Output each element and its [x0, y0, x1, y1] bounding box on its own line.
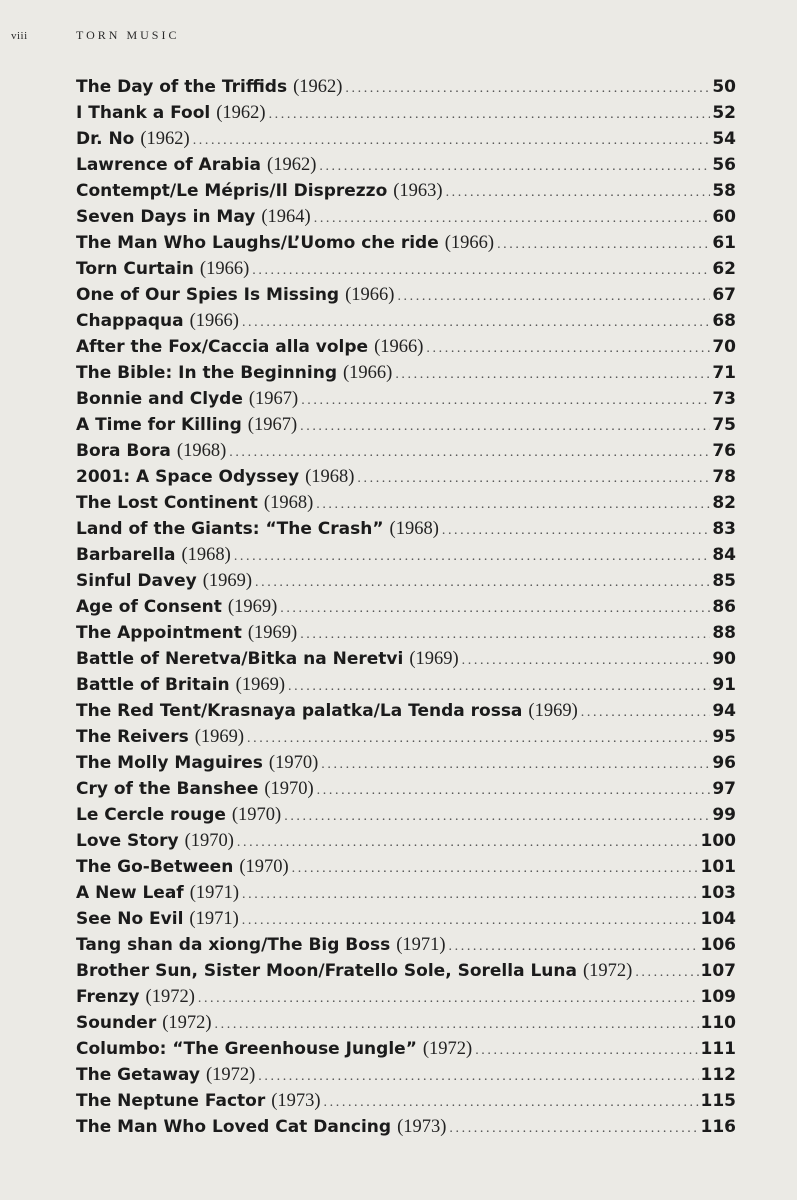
- entry-page-number: 107: [700, 961, 736, 981]
- entry-year: (1970): [231, 805, 282, 825]
- entry-year: (1964): [261, 207, 311, 227]
- entry-title: Cry of the Banshee: [76, 779, 259, 799]
- entry-year: (1970): [268, 753, 319, 773]
- entry-year: (1963): [393, 181, 443, 201]
- dot-leader: [426, 336, 710, 362]
- entry-title: Bora Bora: [76, 441, 171, 461]
- entry-page-number: 76: [712, 441, 736, 461]
- dot-leader: [462, 648, 711, 674]
- toc-entry: [76, 828, 736, 854]
- toc-entry: [76, 594, 736, 620]
- dot-leader: [215, 1012, 699, 1038]
- entry-year: (1966): [444, 233, 495, 253]
- entry-title: The Appointment: [76, 623, 242, 643]
- entry-page-number: 67: [712, 285, 736, 305]
- entry-page-number: 85: [712, 571, 736, 591]
- toc-entry: [76, 1036, 736, 1062]
- entry-year: (1962): [267, 155, 317, 175]
- toc-entry: [76, 880, 736, 906]
- dot-leader: [284, 804, 710, 830]
- entry-year: (1970): [184, 831, 234, 851]
- entry-title: The Lost Continent: [76, 493, 258, 513]
- entry-title: The Day of the Triffids: [76, 77, 288, 97]
- dot-leader: [395, 362, 710, 388]
- entry-year: (1969): [247, 623, 298, 643]
- entry-page-number: 52: [712, 103, 736, 123]
- toc-entry: [76, 672, 736, 698]
- entry-year: (1969): [528, 701, 578, 721]
- entry-year: (1962): [216, 103, 266, 123]
- toc-entry: [76, 178, 736, 204]
- entry-year: (1966): [343, 363, 393, 383]
- entry-year: (1968): [181, 545, 231, 565]
- entry-year: (1968): [305, 467, 355, 487]
- table-of-contents: [76, 74, 736, 1140]
- toc-entry: [76, 1088, 736, 1114]
- entry-title: The Getaway: [76, 1065, 200, 1085]
- dot-leader: [252, 258, 710, 284]
- dot-leader: [345, 76, 710, 102]
- toc-entry: [76, 854, 736, 880]
- dot-leader: [258, 1064, 698, 1090]
- dot-leader: [247, 726, 710, 752]
- entry-year: (1966): [374, 337, 424, 357]
- entry-year: (1962): [293, 77, 343, 97]
- dot-leader: [193, 128, 711, 154]
- entry-title: After the Fox/Caccia alla volpe: [76, 337, 369, 357]
- entry-title: Le Cercle rouge: [76, 805, 226, 825]
- toc-entry: [76, 230, 736, 256]
- toc-entry: [76, 802, 736, 828]
- toc-entry: [76, 568, 736, 594]
- entry-title: 2001: A Space Odyssey: [76, 467, 300, 487]
- entry-title: The Molly Maguires: [76, 753, 263, 773]
- entry-year: (1967): [247, 415, 298, 435]
- dot-leader: [292, 856, 699, 882]
- entry-title: The Red Tent/Krasnaya palatka/La Tenda rossa: [76, 701, 523, 721]
- toc-entry: [76, 256, 736, 282]
- entry-page-number: 68: [712, 311, 736, 331]
- entry-page-number: 86: [712, 597, 736, 617]
- entry-title: Chappaqua: [76, 311, 184, 331]
- entry-title: Battle of Britain: [76, 675, 230, 695]
- dot-leader: [229, 440, 710, 466]
- entry-title: The Man Who Loved Cat Dancing: [76, 1117, 392, 1137]
- entry-page-number: 90: [712, 649, 736, 669]
- entry-title: Dr. No: [76, 129, 135, 149]
- entry-page-number: 95: [712, 727, 736, 747]
- entry-title: Love Story: [76, 831, 179, 851]
- entry-page-number: 103: [700, 883, 736, 903]
- entry-year: (1971): [189, 883, 240, 903]
- toc-entry: [76, 1062, 736, 1088]
- dot-leader: [321, 752, 710, 778]
- entry-year: (1969): [202, 571, 253, 591]
- dot-leader: [324, 1090, 699, 1116]
- entry-title: Barbarella: [76, 545, 176, 565]
- toc-entry: [76, 542, 736, 568]
- entry-title: A New Leaf: [76, 883, 184, 903]
- dot-leader: [316, 492, 710, 518]
- entry-title: Frenzy: [76, 987, 140, 1007]
- entry-year: (1972): [145, 987, 195, 1007]
- entry-title: Seven Days in May: [76, 207, 256, 227]
- entry-page-number: 75: [712, 415, 736, 435]
- entry-year: (1969): [409, 649, 459, 669]
- entry-page-number: 94: [712, 701, 736, 721]
- toc-entry: [76, 932, 736, 958]
- entry-page-number: 70: [712, 337, 736, 357]
- entry-title: Columbo: “The Greenhouse Jungle”: [76, 1039, 417, 1059]
- entry-page-number: 104: [700, 909, 736, 929]
- entry-year: (1972): [582, 961, 633, 981]
- toc-entry: [76, 1010, 736, 1036]
- toc-entry: [76, 334, 736, 360]
- entry-page-number: 50: [712, 77, 736, 97]
- dot-leader: [449, 1116, 698, 1142]
- entry-title: Brother Sun, Sister Moon/Fratello Sole, Sorella Luna: [76, 961, 577, 981]
- entry-page-number: 62: [712, 259, 736, 279]
- toc-entry: [76, 464, 736, 490]
- dot-leader: [301, 388, 710, 414]
- entry-page-number: 91: [712, 675, 736, 695]
- entry-page-number: 56: [712, 155, 736, 175]
- entry-page-number: 82: [712, 493, 736, 513]
- toc-entry: [76, 1114, 736, 1140]
- entry-title: I Thank a Fool: [76, 103, 211, 123]
- entry-title: The Go-Between: [76, 857, 234, 877]
- entry-title: Age of Consent: [76, 597, 222, 617]
- dot-leader: [198, 986, 699, 1012]
- entry-year: (1972): [162, 1013, 212, 1033]
- entry-page-number: 110: [700, 1013, 736, 1033]
- entry-title: Sinful Davey: [76, 571, 197, 591]
- toc-entry: [76, 906, 736, 932]
- entry-page-number: 99: [712, 805, 736, 825]
- entry-page-number: 116: [700, 1117, 736, 1137]
- toc-entry: [76, 412, 736, 438]
- dot-leader: [319, 154, 710, 180]
- entry-page-number: 100: [700, 831, 736, 851]
- toc-entry: [76, 438, 736, 464]
- toc-entry: [76, 750, 736, 776]
- dot-leader: [442, 518, 710, 544]
- toc-entry: [76, 152, 736, 178]
- dot-leader: [581, 700, 711, 726]
- entry-title: One of Our Spies Is Missing: [76, 285, 340, 305]
- entry-title: Sounder: [76, 1013, 157, 1033]
- entry-page-number: 83: [712, 519, 736, 539]
- entry-year: (1973): [271, 1091, 321, 1111]
- entry-title: Land of the Giants: “The Crash”: [76, 519, 384, 539]
- toc-entry: [76, 490, 736, 516]
- entry-page-number: 109: [700, 987, 736, 1007]
- entry-year: (1970): [239, 857, 289, 877]
- entry-year: (1973): [397, 1117, 447, 1137]
- entry-title: Bonnie and Clyde: [76, 389, 243, 409]
- entry-page-number: 106: [700, 935, 736, 955]
- dot-leader: [280, 596, 710, 622]
- toc-entry: [76, 204, 736, 230]
- entry-title: Battle of Neretva/Bitka na Neretvi: [76, 649, 404, 669]
- entry-page-number: 60: [712, 207, 736, 227]
- entry-year: (1969): [194, 727, 245, 747]
- entry-year: (1966): [199, 259, 250, 279]
- dot-leader: [255, 570, 710, 596]
- entry-title: The Reivers: [76, 727, 189, 747]
- toc-entry: [76, 698, 736, 724]
- entry-page-number: 112: [700, 1065, 736, 1085]
- entry-page-number: 61: [712, 233, 736, 253]
- dot-leader: [288, 674, 710, 700]
- entry-year: (1968): [263, 493, 314, 513]
- running-head: [11, 28, 179, 43]
- toc-entry: [76, 984, 736, 1010]
- entry-year: (1969): [235, 675, 285, 695]
- entry-year: (1972): [205, 1065, 256, 1085]
- toc-entry: [76, 100, 736, 126]
- toc-entry: [76, 516, 736, 542]
- toc-entry: [76, 386, 736, 412]
- toc-entry: [76, 958, 736, 984]
- entry-year: (1968): [389, 519, 439, 539]
- dot-leader: [237, 830, 699, 856]
- dot-leader: [234, 544, 711, 570]
- dot-leader: [242, 882, 698, 908]
- entry-title: Torn Curtain: [76, 259, 194, 279]
- toc-entry: [76, 776, 736, 802]
- entry-year: (1966): [345, 285, 395, 305]
- entry-year: (1967): [248, 389, 299, 409]
- entry-title: Lawrence of Arabia: [76, 155, 262, 175]
- entry-page-number: 97: [712, 779, 736, 799]
- toc-entry: [76, 620, 736, 646]
- toc-entry: [76, 724, 736, 750]
- page-number: viii: [11, 30, 28, 42]
- toc-entry: [76, 646, 736, 672]
- entry-page-number: 71: [712, 363, 736, 383]
- dot-leader: [446, 180, 711, 206]
- dot-leader: [357, 466, 710, 492]
- entry-year: (1971): [189, 909, 239, 929]
- entry-page-number: 54: [712, 129, 736, 149]
- toc-entry: [76, 126, 736, 152]
- dot-leader: [397, 284, 710, 310]
- toc-entry: [76, 360, 736, 386]
- entry-year: (1972): [422, 1039, 473, 1059]
- entry-page-number: 101: [700, 857, 736, 877]
- dot-leader: [269, 102, 711, 128]
- dot-leader: [449, 934, 699, 960]
- dot-leader: [314, 206, 711, 232]
- toc-entry: [76, 74, 736, 100]
- dot-leader: [242, 908, 699, 934]
- dot-leader: [635, 960, 698, 986]
- entry-year: (1970): [264, 779, 314, 799]
- entry-title: Tang shan da xiong/The Big Boss: [76, 935, 391, 955]
- toc-entry: [76, 282, 736, 308]
- entry-title: The Bible: In the Beginning: [76, 363, 337, 383]
- entry-page-number: 88: [712, 623, 736, 643]
- entry-year: (1971): [396, 935, 446, 955]
- entry-page-number: 115: [700, 1091, 736, 1111]
- entry-page-number: 111: [700, 1039, 736, 1059]
- dot-leader: [242, 310, 710, 336]
- entry-year: (1962): [140, 129, 190, 149]
- entry-title: The Neptune Factor: [76, 1091, 266, 1111]
- entry-year: (1966): [189, 311, 239, 331]
- entry-page-number: 84: [712, 545, 736, 565]
- entry-page-number: 78: [712, 467, 736, 487]
- dot-leader: [300, 414, 710, 440]
- toc-entry: [76, 308, 736, 334]
- dot-leader: [317, 778, 711, 804]
- book-title: TORN MUSIC: [76, 28, 180, 42]
- dot-leader: [300, 622, 710, 648]
- entry-title: See No Evil: [76, 909, 184, 929]
- entry-year: (1969): [227, 597, 278, 617]
- entry-title: A Time for Killing: [76, 415, 242, 435]
- dot-leader: [497, 232, 710, 258]
- entry-page-number: 96: [712, 753, 736, 773]
- entry-title: Contempt/Le Mépris/Il Disprezzo: [76, 181, 388, 201]
- dot-leader: [475, 1038, 698, 1064]
- entry-title: The Man Who Laughs/L’Uomo che ride: [76, 233, 439, 253]
- entry-page-number: 58: [712, 181, 736, 201]
- entry-page-number: 73: [712, 389, 736, 409]
- entry-year: (1968): [176, 441, 227, 461]
